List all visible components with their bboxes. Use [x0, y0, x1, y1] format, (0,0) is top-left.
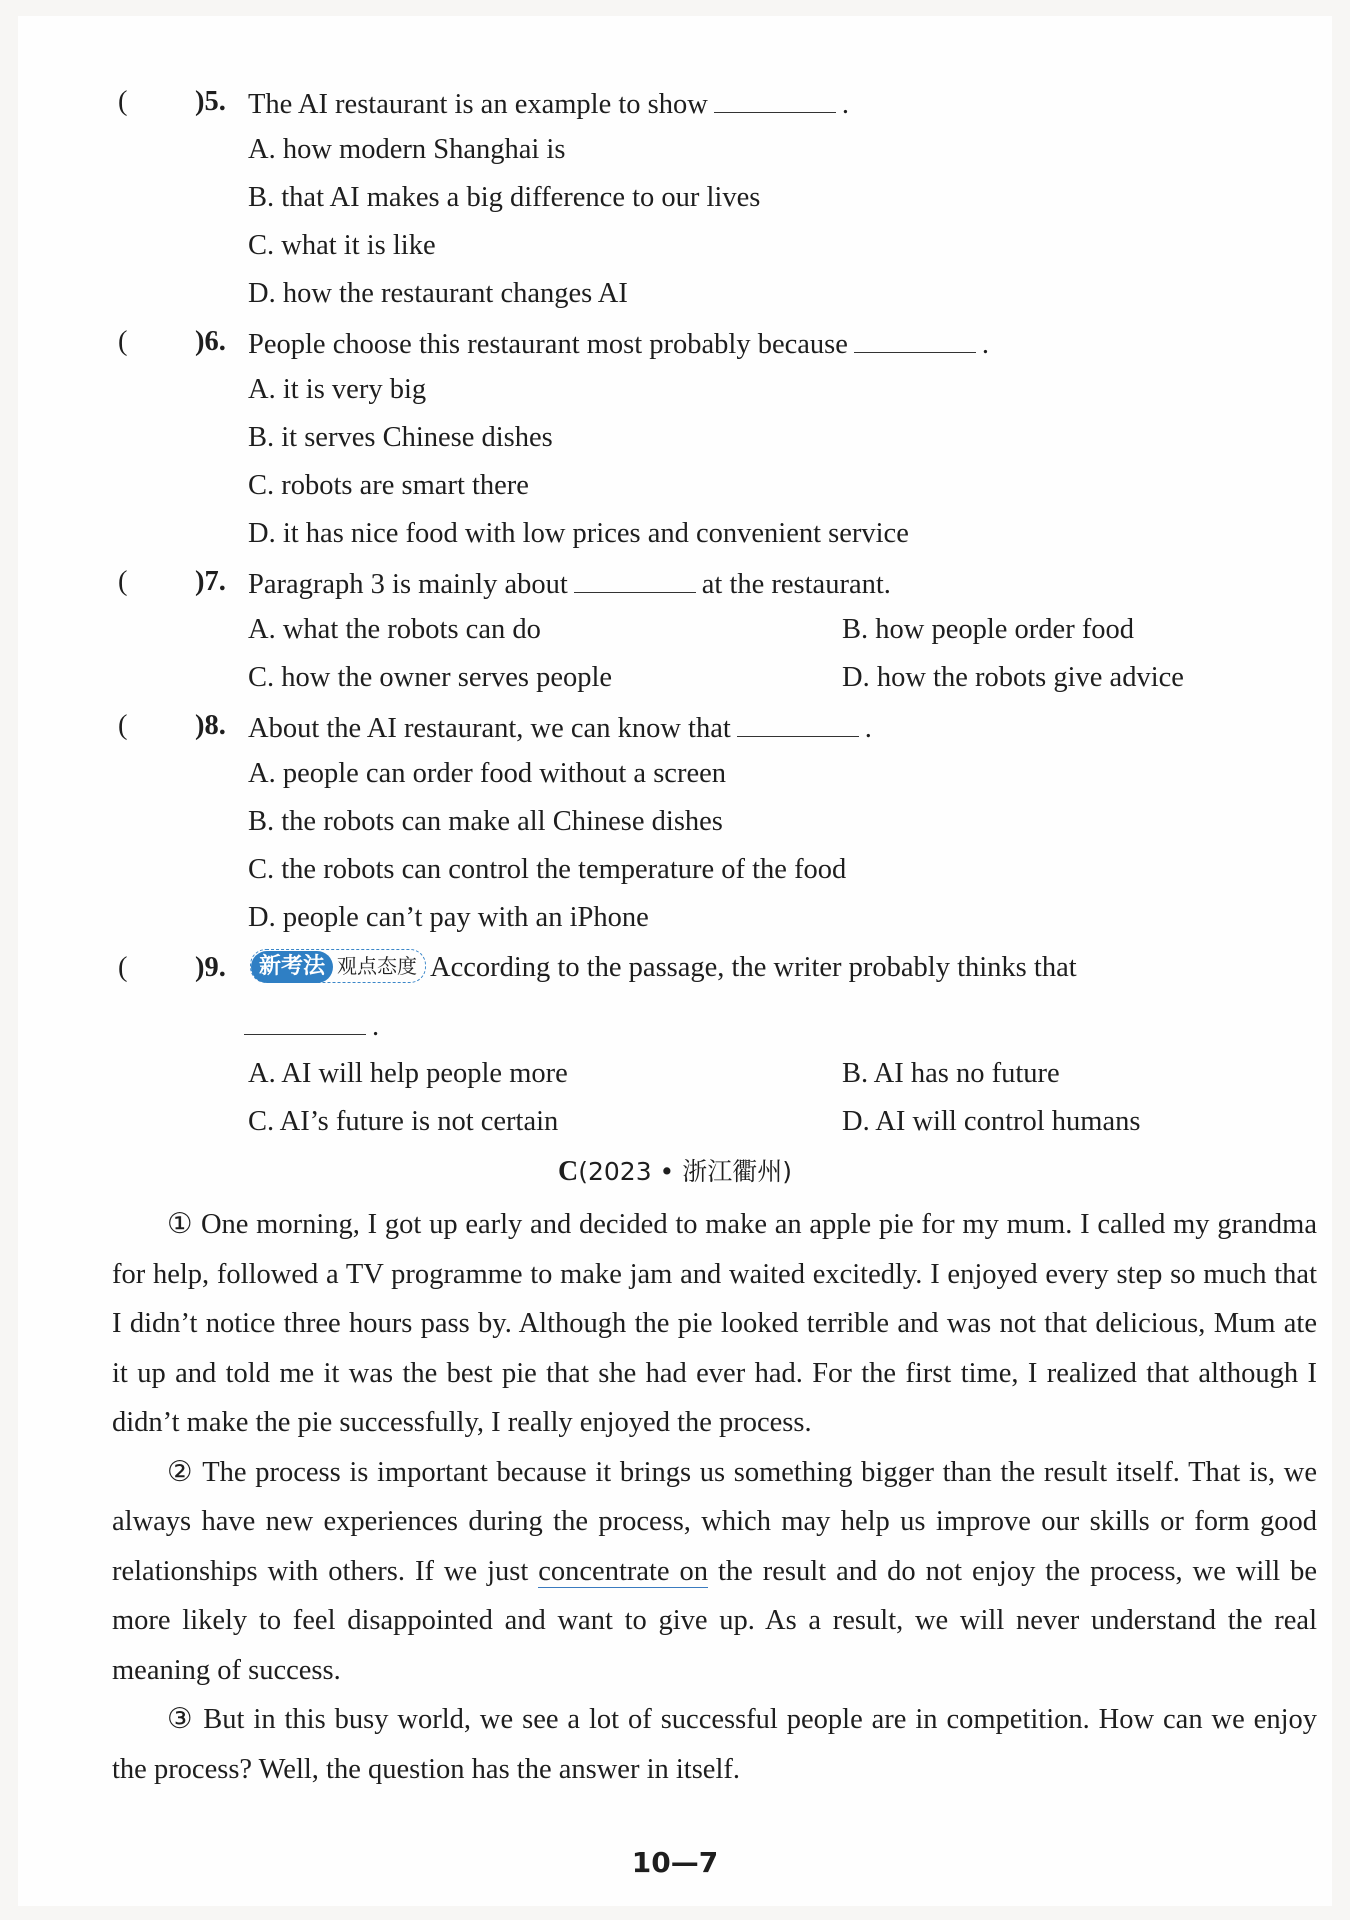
badge-tag: 观点态度: [337, 954, 418, 979]
option: D. how the restaurant changes AI: [248, 278, 628, 309]
answer-paren: (: [118, 710, 128, 741]
question-text: According to the passage, the writer probably thinks that: [430, 952, 1077, 983]
new-exam-method-badge: [250, 949, 426, 983]
paragraph-2: [112, 1448, 1317, 1696]
option: C. robots are smart there: [248, 470, 529, 501]
option: A. AI will help people more: [248, 1058, 568, 1089]
answer-paren: (: [118, 326, 128, 357]
question-number: )8.: [195, 710, 226, 741]
question-text: About the AI restaurant, we can know that: [248, 713, 731, 744]
question-end: .: [864, 713, 872, 744]
answer-paren: (: [118, 566, 128, 597]
question-number: )5.: [195, 86, 226, 117]
question-end: .: [981, 329, 990, 360]
question-text: The AI restaurant is an example to show: [248, 89, 708, 120]
section-source: (2023 • 浙江衢州): [578, 1157, 792, 1186]
paragraph-2-part-2: the result and do not enjoy the process, we will be more likely to feel disappointed and want to give up. As a result, we will never understand the real meaning of success.: [112, 1555, 1318, 1686]
question-number: )6.: [195, 326, 226, 357]
page-number: 10—7: [631, 1846, 719, 1879]
answer-blank: [737, 706, 859, 737]
option: B. AI has no future: [842, 1058, 1060, 1089]
option: A. how modern Shanghai is: [248, 134, 566, 165]
option: B. the robots can make all Chinese dishes: [248, 806, 723, 837]
question-stem: [248, 82, 849, 125]
option: A. it is very big: [248, 374, 427, 405]
paragraph-3: ③ But in this busy world, we see a lot of successful people are in competition. How can we enjoy the process? Well, the question has the answer in itself.: [112, 1704, 1317, 1785]
option: D. how the robots give advice: [842, 662, 1184, 693]
option: C. AI’s future is not certain: [248, 1106, 559, 1137]
option: D. AI will control humans: [842, 1106, 1141, 1137]
answer-paren: (: [118, 86, 128, 117]
question-text: Paragraph 3 is mainly about: [248, 569, 568, 600]
option: B. how people order food: [842, 614, 1135, 645]
option: D. it has nice food with low prices and convenient service: [248, 518, 909, 549]
option: B. that AI makes a big difference to our lives: [248, 182, 761, 213]
option: C. what it is like: [248, 230, 436, 261]
section-heading: [0, 1152, 1350, 1192]
answer-blank: [574, 562, 696, 593]
underlined-phrase: concentrate on: [538, 1555, 709, 1587]
question-stem: [248, 322, 989, 365]
option: A. what the robots can do: [248, 614, 541, 645]
option: C. how the owner serves people: [248, 662, 613, 693]
answer-blank: [714, 82, 836, 113]
question-stem: [248, 562, 891, 605]
answer-paren: (: [118, 952, 128, 983]
question-number: )9.: [195, 952, 226, 983]
question-end: .: [372, 1011, 380, 1042]
question-number: )7.: [195, 566, 226, 597]
passage: [112, 1200, 1317, 1794]
option: C. the robots can control the temperature of the food: [248, 854, 847, 885]
question-end: at the restaurant.: [701, 569, 891, 600]
paragraph-1: ① One morning, I got up early and decided to make an apple pie for my mum. I called my grandma for help, followed a TV programme to make jam and waited excitedly. I enjoyed every step so much that I didn’t notice three hours pass by. Although the pie looked terrible and was not that delicious, Mum ate it up and told me it was the best pie that she had ever had. For the first time, I realized that although I didn’t make the pie successfully, I really enjoyed the process.: [112, 1209, 1317, 1438]
question-end: .: [841, 89, 849, 120]
answer-blank: [854, 322, 976, 353]
answer-blank: [244, 1004, 366, 1035]
question-text: People choose this restaurant most probably because: [248, 329, 848, 360]
option: B. it serves Chinese dishes: [248, 422, 553, 453]
section-letter: C: [557, 1156, 579, 1187]
question-stem-continued: [244, 1004, 379, 1047]
badge-label: 新考法: [251, 951, 333, 983]
question-stem: [248, 706, 872, 749]
paragraph-2-part-1: ② The process is important because it brings us something bigger than the result itself. That is, we always have new experiences during the process, which may help us improve our skills or form good relationships with others. If we just: [112, 1456, 1317, 1587]
question-stem: [250, 948, 1077, 988]
option: A. people can order food without a screen: [248, 758, 726, 789]
option: D. people can’t pay with an iPhone: [248, 902, 649, 933]
